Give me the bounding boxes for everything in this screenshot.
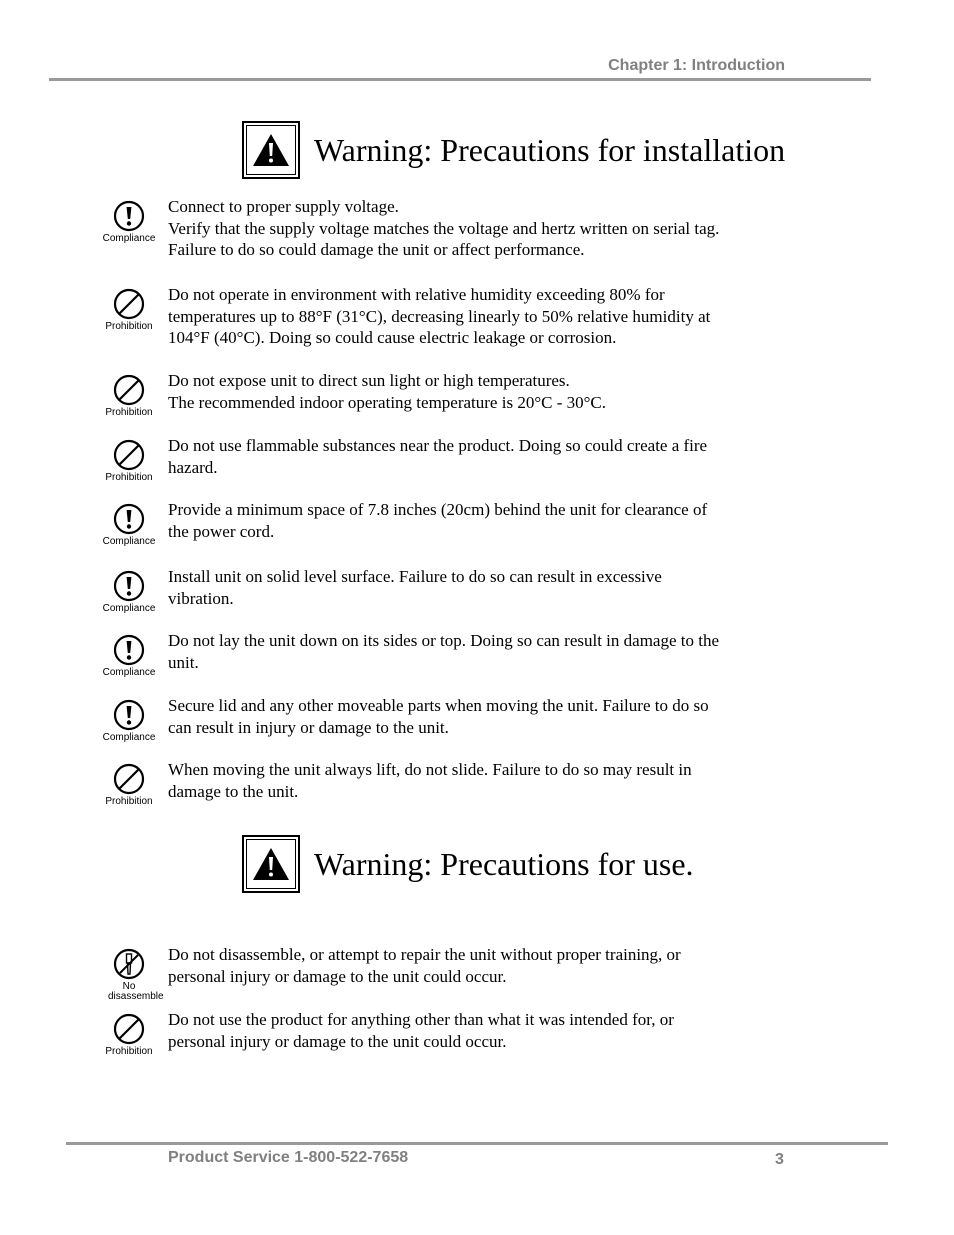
text-line: Do not expose unit to direct sun light or high temperatures.: [168, 371, 570, 390]
icon-caption: Compliance: [102, 667, 156, 678]
text-line: personal injury or damage to the unit could occur.: [168, 966, 507, 986]
text-line: Failure to do so could damage the unit or affect performance.: [168, 240, 585, 259]
no-disassemble-icon: [98, 948, 164, 1002]
product-service-number: Product Service 1-800-522-7658: [168, 1149, 409, 1166]
icon-caption: Prohibition: [105, 1046, 153, 1057]
icon-caption: Prohibition: [105, 407, 153, 418]
section-header: [242, 121, 785, 179]
text-line: Install unit on solid level surface. Failure to do so can result in excessive: [168, 567, 662, 586]
text-line: 104°F (40°C). Doing so could cause electric leakage or corrosion.: [168, 328, 617, 347]
text-line: The recommended indoor operating temperature is 20°C - 30°C.: [168, 392, 606, 412]
precaution-text: [168, 944, 788, 987]
prohibition-icon: [98, 288, 160, 332]
chapter-header: Chapter 1: Introduction: [608, 57, 785, 74]
text-line: Do not disassemble, or attempt to repair the unit without proper training, or: [168, 945, 681, 964]
header-rule: [49, 78, 871, 81]
precaution-text: [168, 499, 788, 542]
warning-icon: [242, 835, 300, 893]
text-line: Do not operate in environment with relative humidity exceeding 80% for: [168, 285, 665, 304]
icon-caption: Compliance: [102, 732, 156, 743]
section-title: Warning: Precautions for installation: [314, 131, 786, 168]
text-line: temperatures up to 88°F (31°C), decreasing linearly to 50% relative humidity at: [168, 306, 711, 326]
text-line: vibration.: [168, 588, 234, 608]
precaution-text: [168, 196, 788, 261]
prohibition-icon: [98, 374, 160, 418]
icon-caption: Prohibition: [105, 796, 153, 807]
text-line: Secure lid and any other moveable parts when moving the unit. Failure to do so: [168, 696, 709, 715]
precaution-text: [168, 759, 788, 802]
icon-caption: Compliance: [102, 536, 156, 547]
icon-caption: Compliance: [102, 603, 156, 614]
compliance-icon: [98, 503, 160, 547]
text-line: When moving the unit always lift, do not slide. Failure to do so may result in: [168, 760, 692, 779]
precaution-text: [168, 284, 788, 349]
precaution-text: [168, 1009, 788, 1052]
text-line: Connect to proper supply voltage.: [168, 197, 399, 216]
text-line: Provide a minimum space of 7.8 inches (20cm) behind the unit for clearance of: [168, 500, 708, 519]
icon-caption: Prohibition: [105, 472, 153, 483]
section-header: [242, 835, 694, 893]
warning-icon: [242, 121, 300, 179]
precaution-text: [168, 630, 788, 673]
precaution-text: [168, 695, 788, 738]
text-line: damage to the unit.: [168, 781, 299, 801]
compliance-icon: [98, 699, 160, 743]
text-line: Do not use flammable substances near the product. Doing so could create a fire: [168, 436, 708, 455]
precaution-text: [168, 566, 788, 609]
text-line: Do not lay the unit down on its sides or top. Doing so can result in damage to the: [168, 631, 720, 650]
precaution-text: [168, 370, 788, 413]
prohibition-icon: [98, 439, 160, 483]
icon-caption: Prohibition: [105, 321, 153, 332]
text-line: can result in injury or damage to the unit.: [168, 717, 449, 737]
icon-caption: Compliance: [102, 233, 156, 244]
text-line: Do not use the product for anything other than what it was intended for, or: [168, 1010, 674, 1029]
text-line: Verify that the supply voltage matches the voltage and hertz written on serial tag.: [168, 218, 720, 238]
text-line: the power cord.: [168, 521, 275, 541]
prohibition-icon: [98, 763, 160, 807]
page-number: 3: [775, 1151, 784, 1168]
compliance-icon: [98, 200, 160, 244]
compliance-icon: [98, 570, 160, 614]
footer-rule: [66, 1142, 888, 1145]
prohibition-icon: [98, 1013, 160, 1057]
icon-caption: No disassemble: [108, 981, 164, 1002]
precaution-text: [168, 435, 788, 478]
text-line: hazard.: [168, 457, 218, 477]
section-title: Warning: Precautions for use.: [314, 845, 694, 882]
text-line: personal injury or damage to the unit could occur.: [168, 1031, 507, 1051]
text-line: unit.: [168, 652, 199, 672]
compliance-icon: [98, 634, 160, 678]
